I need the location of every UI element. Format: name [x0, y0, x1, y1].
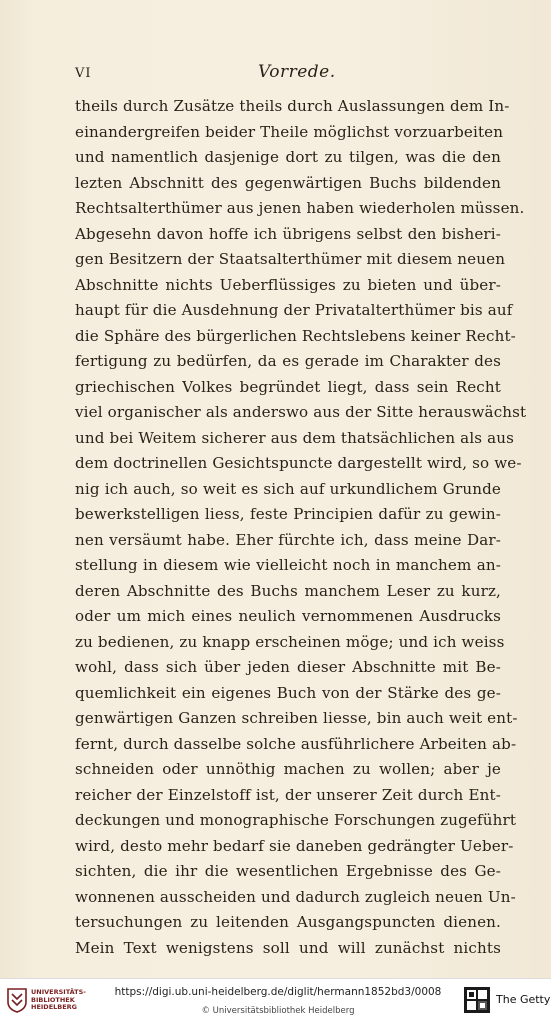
- text-line: quemlichkeit ein eigenes Buch von der Stärke des ge-: [75, 683, 501, 702]
- getty-logo-icon: [464, 987, 490, 1013]
- text-line: Abschnitte nichts Ueberflüssiges zu bieten und über-: [75, 275, 501, 294]
- text-line: wohl, dass sich über jeden dieser Abschnitte mit Be-: [75, 658, 501, 676]
- library-name-line: HEIDELBERG: [31, 1003, 78, 1011]
- text-line: fernt, durch dasselbe solche ausführlichere Arbeiten ab-: [75, 734, 517, 753]
- text-line: Abgesehn davon hoffe ich übrigens selbst den bisheri-: [75, 224, 501, 243]
- text-line: schneiden oder unnöthig machen zu wollen; aber je: [75, 760, 501, 778]
- text-line: sichten, die ihr die wesentlichen Ergebnisse des Ge-: [75, 862, 501, 880]
- library-name-line: UNIVERSITÄTS-: [31, 988, 86, 996]
- partner-name: The Getty: [496, 993, 551, 1006]
- text-line: dem doctrinellen Gesichtspuncte dargestellt wird, so we-: [75, 454, 522, 472]
- viewer-footer: [0, 978, 551, 1023]
- text-line: theils durch Zusätze theils durch Auslassungen dem In-: [75, 97, 510, 115]
- page-header: [75, 62, 500, 88]
- text-line: und namentlich dasjenige dort zu tilgen, was die den: [75, 148, 501, 166]
- text-line: stellung in diesem wie vielleicht noch in manchem an-: [75, 556, 501, 574]
- text-line: gen Besitzern der Staatsalterthümer mit diesem neuen: [75, 250, 506, 268]
- text-line: griechischen Volkes begründet liegt, dass sein Recht: [75, 377, 501, 396]
- text-line: reicher der Einzelstoff ist, der unserer Zeit durch Ent-: [75, 785, 501, 804]
- text-line: deren Abschnitte des Buchs manchem Leser zu kurz,: [75, 581, 501, 600]
- text-line: haupt für die Ausdehnung der Privatalterthümer bis auf: [75, 301, 513, 319]
- page-number: VI: [75, 66, 92, 81]
- text-line: die Sphäre des bürgerlichen Rechtslebens keiner Recht-: [75, 326, 516, 345]
- text-line: fertigung zu bedürfen, da es gerade im Charakter des: [75, 352, 501, 370]
- university-seal-icon: [6, 987, 28, 1013]
- text-line: genwärtigen Ganzen schreiben liesse, bin auch weit ent-: [75, 709, 518, 727]
- text-line: nig ich auch, so weit es sich auf urkundlichem Grunde: [75, 479, 501, 498]
- text-line: deckungen und monographische Forschungen zugeführt: [75, 811, 517, 829]
- body-text: [75, 94, 527, 961]
- permalink-url[interactable]: https://digi.ub.uni-heidelberg.de/diglit/hermann1852bd3/0008: [114, 986, 442, 998]
- library-name-line: BIBLIOTHEK: [31, 995, 75, 1004]
- text-line: wonnenen ausscheiden und dadurch zugleich neuen Un-: [75, 887, 516, 906]
- text-line: einandergreifen beider Theile möglichst vorzuarbeiten: [75, 122, 504, 141]
- text-line: tersuchungen zu leitenden Ausgangspuncten dienen.: [75, 913, 501, 931]
- text-line: Rechtsalterthümer aus jenen haben wiederholen müssen.: [75, 199, 525, 217]
- library-name: [31, 989, 101, 1012]
- text-line: Mein Text wenigstens soll und will zunächst nichts: [75, 938, 501, 957]
- running-title: Vorrede.: [258, 62, 336, 82]
- text-line: wird, desto mehr bedarf sie daneben gedrängter Ueber-: [75, 836, 514, 855]
- copyright-notice: © Universitätsbibliothek Heidelberg: [201, 1006, 355, 1016]
- text-line: bewerkstelligen liess, feste Principien dafür zu gewin-: [75, 505, 501, 523]
- text-line: oder um mich eines neulich vernommenen Ausdrucks: [75, 607, 501, 625]
- text-line: viel organischer als anderswo aus der Sitte herauswächst: [75, 403, 527, 421]
- text-line: zu bedienen, zu knapp erscheinen möge; und ich weiss: [75, 632, 505, 651]
- text-line: und bei Weitem sicherer aus dem thatsächlichen als aus: [75, 428, 515, 447]
- text-line: lezten Abschnitt des gegenwärtigen Buchs bildenden: [75, 173, 501, 192]
- text-line: nen versäumt habe. Eher fürchte ich, dass meine Dar-: [75, 530, 501, 549]
